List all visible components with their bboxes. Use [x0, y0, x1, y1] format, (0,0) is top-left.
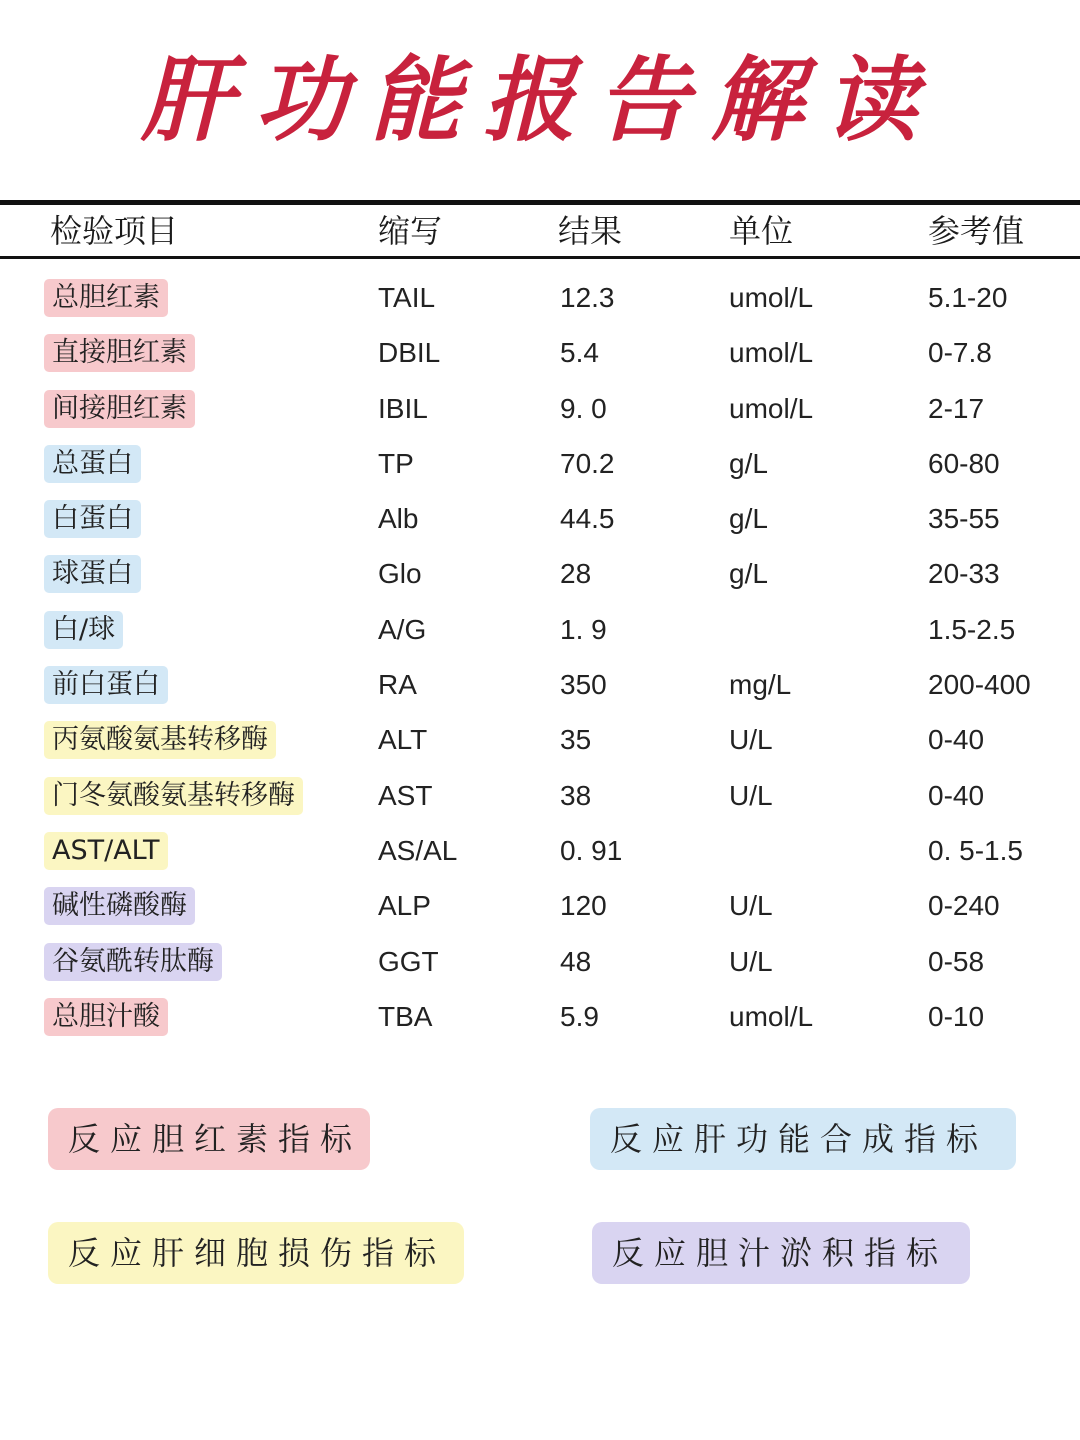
item-unit: U/L	[729, 724, 773, 756]
header-ref: 参考值	[928, 212, 1025, 250]
item-abbr: ALP	[378, 890, 431, 922]
item-name: 谷氨酰转肽酶	[44, 943, 222, 981]
item-abbr: Glo	[378, 558, 422, 590]
item-result: 28	[560, 558, 592, 590]
item-unit: g/L	[729, 503, 768, 535]
item-abbr: ALT	[378, 724, 428, 756]
item-name: 前白蛋白	[44, 666, 168, 704]
item-unit: umol/L	[729, 282, 814, 313]
item-reference: 0-40	[928, 779, 985, 811]
legend-synthesis: 反应肝功能合成指标	[590, 1108, 1016, 1170]
item-reference: 35-55	[928, 503, 1000, 535]
table-row	[0, 823, 1080, 878]
item-abbr: TP	[378, 447, 414, 479]
item-reference: 0-240	[928, 890, 1000, 922]
item-result: 0. 91	[560, 834, 623, 866]
item-reference: 0-7.8	[928, 337, 992, 369]
header-result: 结果	[558, 212, 623, 250]
item-reference: 0-10	[928, 1000, 985, 1032]
table-row	[0, 381, 1080, 436]
item-abbr: A/G	[378, 613, 427, 645]
legend-cholestasis: 反应胆汁淤积指标	[592, 1222, 970, 1284]
item-reference: 0-40	[928, 724, 985, 756]
table-row	[0, 270, 1080, 325]
item-result: 35	[560, 724, 592, 756]
item-name: 白蛋白	[44, 500, 141, 538]
item-abbr: Alb	[378, 503, 419, 535]
item-name: 门冬氨酸氨基转移酶	[44, 777, 303, 815]
item-name: 总胆红素	[44, 279, 168, 317]
item-result: 1. 9	[560, 613, 607, 645]
item-abbr: RA	[378, 669, 417, 701]
item-unit: U/L	[729, 890, 773, 922]
item-result: 70.2	[560, 447, 615, 479]
item-unit: U/L	[729, 945, 773, 977]
item-reference: 0. 5-1.5	[928, 834, 1023, 866]
table-row	[0, 657, 1080, 712]
item-unit: g/L	[729, 447, 768, 479]
item-result: 48	[560, 945, 592, 977]
item-reference: 200-400	[928, 669, 1031, 701]
item-name: 丙氨酸氨基转移酶	[44, 721, 276, 759]
table-row	[0, 768, 1080, 823]
item-name: 球蛋白	[44, 555, 141, 593]
item-result: 9. 0	[560, 392, 607, 424]
table-row	[0, 602, 1080, 657]
item-result: 120	[560, 890, 607, 922]
table-row	[0, 325, 1080, 380]
item-abbr: IBIL	[378, 392, 428, 424]
item-unit: umol/L	[729, 337, 814, 369]
item-name: 直接胆红素	[44, 334, 195, 372]
table-row	[0, 491, 1080, 546]
item-name: 白/球	[44, 611, 123, 649]
item-abbr: AST	[378, 779, 433, 811]
item-abbr: TBA	[378, 1000, 433, 1032]
legend-cell-damage: 反应肝细胞损伤指标	[48, 1222, 464, 1284]
item-reference: 5.1-20	[928, 282, 1008, 313]
item-result: 5.9	[560, 1000, 599, 1032]
item-result: 44.5	[560, 503, 615, 535]
table-row	[0, 878, 1080, 933]
item-name: 碱性磷酸酶	[44, 887, 195, 925]
item-abbr: GGT	[378, 945, 439, 977]
item-abbr: DBIL	[378, 337, 441, 369]
table-header-rule	[0, 256, 1080, 259]
item-result: 38	[560, 779, 592, 811]
table-row	[0, 934, 1080, 989]
table-row	[0, 546, 1080, 601]
table-row	[0, 436, 1080, 491]
item-unit: umol/L	[729, 392, 814, 424]
item-reference: 0-58	[928, 945, 985, 977]
item-name: 间接胆红素	[44, 390, 195, 428]
item-name: 总胆汁酸	[44, 998, 168, 1036]
item-reference: 2-17	[928, 392, 985, 424]
item-unit: U/L	[729, 779, 773, 811]
item-unit: g/L	[729, 558, 768, 590]
item-name: AST/ALT	[44, 832, 168, 870]
table-row	[0, 989, 1080, 1044]
item-unit: umol/L	[729, 1000, 814, 1032]
legend-bilirubin: 反应胆红素指标	[48, 1108, 370, 1170]
page-title: 肝功能报告解读	[140, 46, 939, 154]
item-reference: 1.5-2.5	[928, 613, 1016, 645]
item-result: 5.4	[560, 337, 599, 369]
item-reference: 20-33	[928, 558, 1000, 590]
item-abbr: TAIL	[378, 282, 436, 313]
item-result: 12.3	[560, 282, 615, 313]
table-header	[0, 205, 1080, 256]
header-unit: 单位	[729, 212, 794, 250]
header-abbr: 缩写	[378, 212, 443, 250]
item-result: 350	[560, 669, 607, 701]
item-abbr: AS/AL	[378, 834, 458, 866]
item-name: 总蛋白	[44, 445, 141, 483]
item-unit: mg/L	[729, 669, 792, 701]
item-reference: 60-80	[928, 447, 1000, 479]
header-item: 检验项目	[50, 212, 179, 250]
table-row	[0, 712, 1080, 767]
table-body	[0, 270, 1080, 1044]
